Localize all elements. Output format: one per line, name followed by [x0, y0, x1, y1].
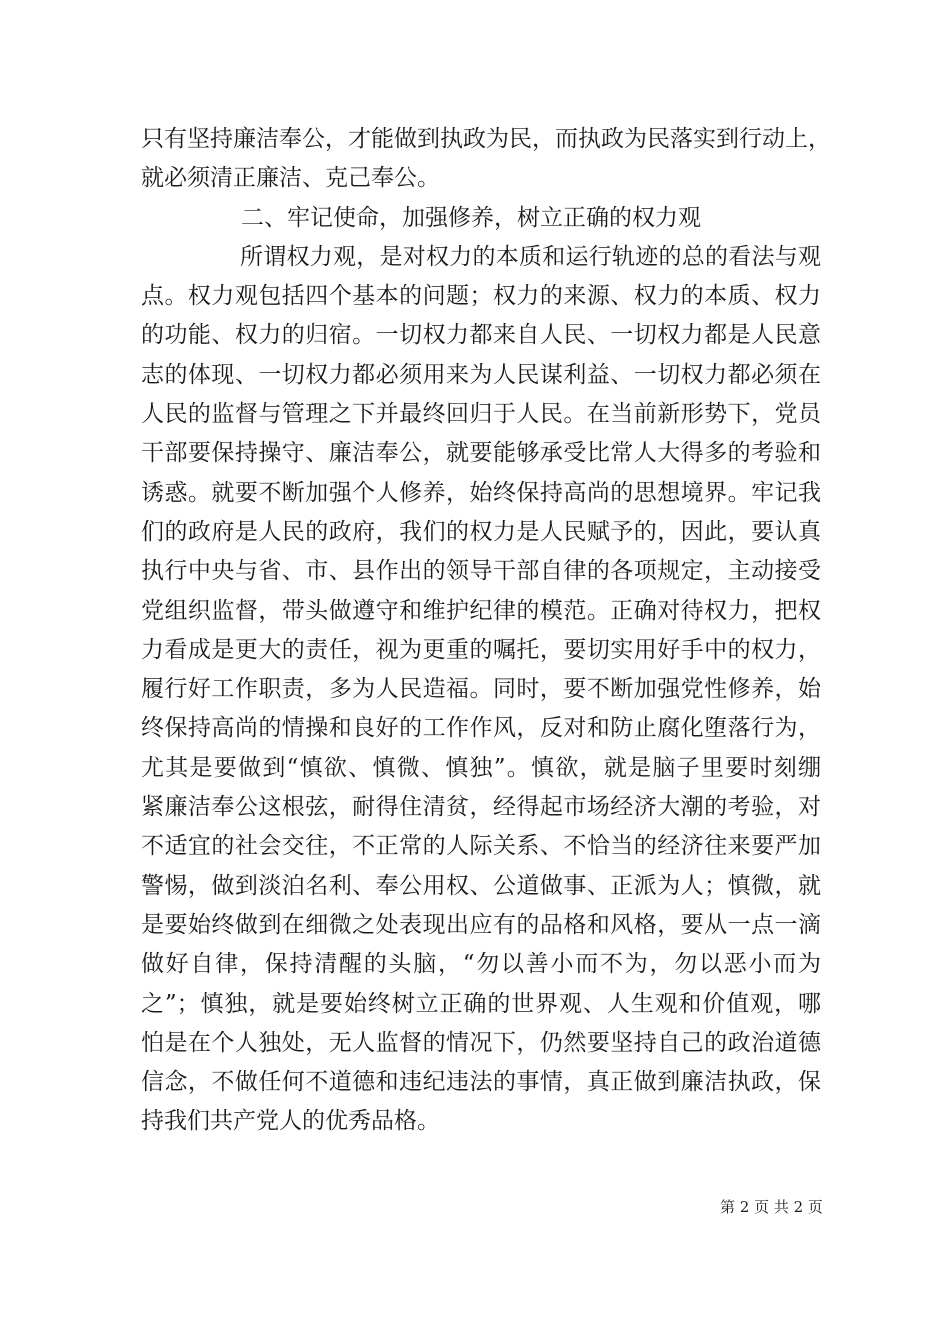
text-line: 终保持高尚的情操和良好的工作作风，反对和防止腐化堕落行为， — [141, 715, 821, 742]
text-line: 紧廉洁奉公这根弦，耐得住清贫，经得起市场经济大潮的考验，对 — [141, 794, 821, 821]
text-line: 志的体现、一切权力都必须用来为人民谋利益、一切权力都必须在 — [141, 361, 821, 388]
text-line: 做好自律，保持清醒的头脑，“勿以善小而不为，勿以恶小而为 — [141, 951, 821, 978]
text-line: 尤其是要做到“慎欲、慎微、慎独”。慎欲，就是脑子里要时刻绷 — [141, 754, 821, 781]
text-line: 是要始终做到在细微之处表现出应有的品格和风格，要从一点一滴 — [141, 911, 821, 938]
section-heading: 二、牢记使命，加强修养，树立正确的权力观 — [241, 204, 701, 231]
text-line: 只有坚持廉洁奉公，才能做到执政为民，而执政为民落实到行动上， — [141, 126, 831, 152]
text-line: 执行中央与省、市、县作出的领导干部自律的各项规定，主动接受 — [141, 558, 821, 585]
text-line: 履行好工作职责，多为人民造福。同时，要不断加强党性修养，始 — [141, 676, 821, 703]
text-line: 党组织监督，带头做遵守和维护纪律的模范。正确对待权力，把权 — [141, 597, 821, 624]
text-line: 持我们共产党人的优秀品格。 — [141, 1108, 440, 1135]
text-line: 们的政府是人民的政府，我们的权力是人民赋予的，因此，要认真 — [141, 518, 821, 545]
text-line: 信念，不做任何不道德和违纪违法的事情，真正做到廉洁执政，保 — [141, 1069, 821, 1096]
text-line: 点。权力观包括四个基本的问题；权力的来源、权力的本质、权力 — [141, 283, 821, 310]
text-line: 诱惑。就要不断加强个人修养，始终保持高尚的思想境界。牢记我 — [141, 479, 821, 506]
text-line: 干部要保持操守、廉洁奉公，就要能够承受比常人大得多的考验和 — [141, 440, 821, 467]
text-line: 的功能、权力的归宿。一切权力都来自人民、一切权力都是人民意 — [141, 322, 821, 349]
body-text — [141, 120, 831, 1142]
text-line: 怕是在个人独处，无人监督的情况下，仍然要坚持自己的政治道德 — [141, 1029, 821, 1056]
text-line: 不适宜的社会交往，不正常的人际关系、不恰当的经济往来要严加 — [141, 833, 821, 860]
text-line: 力看成是更大的责任，视为更重的嘱托，要切实用好手中的权力， — [141, 636, 821, 663]
text-line: 人民的监督与管理之下并最终回归于人民。在当前新形势下，党员 — [141, 401, 821, 428]
text-line: 警惕，做到淡泊名利、奉公用权、公道做事、正派为人；慎微，就 — [141, 872, 821, 899]
paragraph-first-line: 所谓权力观，是对权力的本质和运行轨迹的总的看法与观 — [240, 243, 821, 270]
text-line: 就必须清正廉洁、克己奉公。 — [141, 165, 440, 192]
text-line: 之”；慎独，就是要始终树立正确的世界观、人生观和价值观，哪 — [141, 990, 821, 1017]
page-number-footer: 第 2 页 共 2 页 — [720, 1198, 823, 1216]
